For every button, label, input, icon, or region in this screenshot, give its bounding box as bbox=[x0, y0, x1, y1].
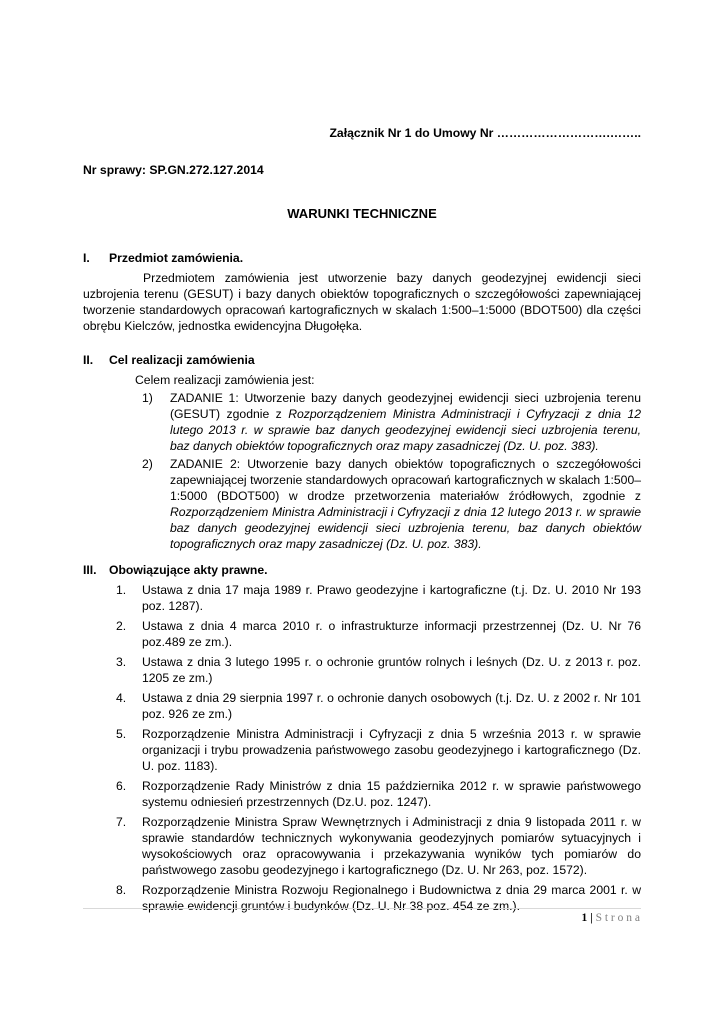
task-regulation: Rozporządzeniem Ministra Administracji i Cyfryzacji z dnia 12 lutego 2013 r. w sprawie baz danych geodezyjnej ewidencji sieci uzbrojenia terenu, baz danych obiektów topograficznych oraz mapy zasadniczej (Dz. U. poz. 383). bbox=[170, 505, 641, 551]
page-label: S t r o n a bbox=[595, 912, 640, 924]
list-item bbox=[135, 456, 641, 552]
section-intro: Celem realizacji zamówienia jest: bbox=[135, 373, 315, 387]
list-item-number: 1) bbox=[142, 391, 153, 405]
list-item-text: Rozporządzenie Rady Ministrów z dnia 15 października 2012 r. w sprawie państwowego systemu odniesień przestrzennych (Dz.U. poz. 1247). bbox=[142, 779, 641, 809]
list-item-number: 1. bbox=[116, 583, 127, 597]
list-item bbox=[114, 778, 641, 810]
list-item-text bbox=[170, 390, 641, 454]
page-title: WARUNKI TECHNICZNE bbox=[287, 206, 437, 221]
section-subject bbox=[83, 250, 641, 334]
list-item-number: 3. bbox=[116, 655, 127, 669]
list-item-text: Ustawa z dnia 29 sierpnia 1997 r. o ochronie danych osobowych (t.j. Dz. U. z 2002 r. Nr 101 poz. 926 ze zm.) bbox=[142, 691, 641, 721]
list-item bbox=[135, 390, 641, 454]
section-number: III. bbox=[83, 563, 97, 577]
list-item-text bbox=[170, 456, 641, 552]
list-item-text: Ustawa z dnia 17 maja 1989 r. Prawo geodezyjne i kartograficzne (t.j. Dz. U. 2010 Nr 193 poz. 1287). bbox=[142, 583, 641, 613]
task-regulation: Rozporządzeniem Ministra Administracji i Cyfryzacji z dnia 12 lutego 2013 r. w sprawie baz danych geodezyjnej ewidencji sieci uzbrojenia terenu, baz danych obiektów topograficznych oraz mapy zasadniczej (Dz. U. poz. 383). bbox=[170, 407, 641, 453]
list-item-number: 7. bbox=[116, 815, 127, 829]
annex-label: Załącznik Nr 1 do Umowy Nr ……………………….…….. bbox=[329, 126, 641, 140]
list-item bbox=[114, 654, 641, 686]
section-title: Cel realizacji zamówienia bbox=[109, 353, 255, 367]
task-list bbox=[135, 390, 641, 552]
section-heading bbox=[83, 352, 641, 368]
list-item-number: 6. bbox=[116, 779, 127, 793]
list-item-text: Rozporządzenie Ministra Spraw Wewnętrznych i Administracji z dnia 9 listopada 2011 r. w sprawie standardów technicznych wykonywania geodezyjnych pomiarów sytuacyjnych i wysokościowych oraz opracowywania i przekazywania wyników tych pomiarów do państwowego zasobu geodezyjnego i kartograficznego (Dz. U. Nr 263, poz. 1572). bbox=[142, 815, 641, 877]
acts-list bbox=[114, 582, 641, 914]
list-item bbox=[114, 618, 641, 650]
section-title: Przedmiot zamówienia. bbox=[109, 251, 244, 265]
list-item bbox=[114, 882, 641, 914]
section-number: I. bbox=[83, 251, 90, 265]
list-item bbox=[114, 582, 641, 614]
list-item-text: Ustawa z dnia 3 lutego 1995 r. o ochronie gruntów rolnych i leśnych (Dz. U. z 2013 r. poz. 1205 ze zm.) bbox=[142, 655, 641, 685]
task-text: ZADANIE 2: Utworzenie bazy danych obiektów topograficznych o szczegółowości zapewniającej tworzenie standardowych opracowań kartograficznych w skalach 1:500–1:5000 (BDOT500) w drodze przetworzenia materiałów źródłowych, zgodnie z bbox=[170, 457, 641, 503]
section-paragraph: Przedmiotem zamówienia jest utworzenie bazy danych geodezyjnej ewidencji sieci uzbrojenia terenu (GESUT) i bazy danych obiektów topograficznych o szczegółowości zapewniającej tworzenie standardowych opracowań kartograficznych w skalach 1:500–1:5000 (BDOT500) dla części obrębu Kielczów, jednostka ewidencyjna Długołęka. bbox=[83, 271, 641, 333]
page-separator: | bbox=[590, 912, 593, 924]
list-item-text: Rozporządzenie Ministra Rozwoju Regionalnego i Budownictwa z dnia 29 marca 2001 r. w sprawie ewidencji gruntów i budynków (Dz. U. Nr 38 poz. 454 ze zm.). bbox=[142, 883, 641, 913]
task-text: ZADANIE 1: Utworzenie bazy danych geodezyjnej ewidencji sieci uzbrojenia terenu (GESUT) zgodnie z bbox=[170, 391, 641, 421]
list-item-number: 4. bbox=[116, 691, 127, 705]
list-item bbox=[114, 814, 641, 878]
list-item-number: 2) bbox=[142, 457, 153, 471]
list-item-text: Rozporządzenie Ministra Administracji i Cyfryzacji z dnia 5 września 2013 r. w sprawie organizacji i trybu prowadzenia państwowego zasobu geodezyjnego i kartograficznego (Dz. U. poz. 1183). bbox=[142, 727, 641, 773]
section-number: II. bbox=[83, 353, 94, 367]
list-item-number: 5. bbox=[116, 727, 127, 741]
section-purpose bbox=[83, 352, 641, 552]
case-number: Nr sprawy: SP.GN.272.127.2014 bbox=[83, 163, 264, 177]
section-heading bbox=[83, 562, 641, 578]
list-item bbox=[114, 726, 641, 774]
page-number: 1 bbox=[581, 912, 588, 924]
page-footer bbox=[582, 912, 640, 924]
section-heading bbox=[83, 250, 641, 266]
list-item-number: 8. bbox=[116, 883, 127, 897]
footer-divider bbox=[83, 908, 641, 909]
section-legal-acts bbox=[83, 562, 641, 914]
list-item bbox=[114, 690, 641, 722]
list-item-text: Ustawa z dnia 4 marca 2010 r. o infrastrukturze informacji przestrzennej (Dz. U. Nr 76 poz.489 ze zm.). bbox=[142, 619, 641, 649]
list-item-number: 2. bbox=[116, 619, 127, 633]
section-title: Obowiązujące akty prawne. bbox=[109, 563, 268, 577]
